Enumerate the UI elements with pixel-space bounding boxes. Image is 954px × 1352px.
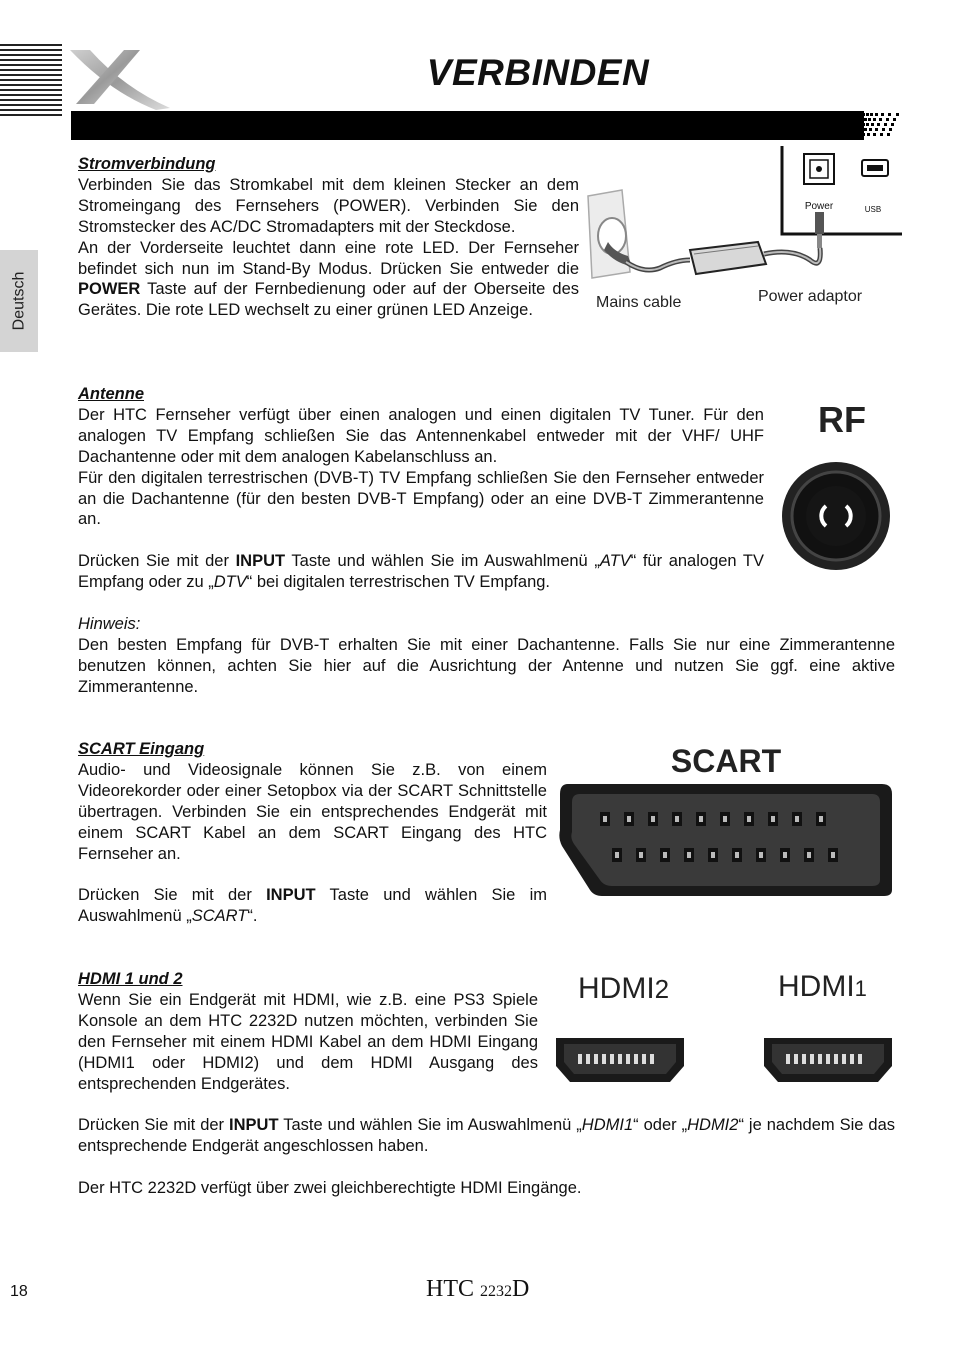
scart-label: SCART xyxy=(670,743,782,779)
power-adaptor-label: Power adaptor xyxy=(758,288,863,305)
section-power xyxy=(78,154,579,321)
section-antenna xyxy=(78,384,764,593)
note-label: Hinweis: xyxy=(78,615,141,633)
hdmi-paragraph-2: Drücken Sie mit der INPUT Taste und wählen Sie im Auswahlmenü „HDMI1“ oder „HDMI2“ je nachdem Sie das entsprechende Endgerät angeschlossen haben. xyxy=(78,1116,896,1155)
power-connection-figure xyxy=(586,146,904,314)
hdmi1-label: HDMI1 xyxy=(778,970,867,1003)
scart-paragraph-2: Drücken Sie mit der INPUT Taste und wählen Sie im Auswahlmenü „SCART“. xyxy=(78,886,548,926)
page-title: VERBINDEN xyxy=(426,52,650,93)
note-text: Den besten Empfang für DVB-T erhalten Sie mit einer Dachantenne. Falls Sie nur eine Zimmerantenne benutzen können, achten Sie hier auf die Ausrichtung der Antenne und nutzen Sie ggf. eine aktive Zimmerantenne. xyxy=(78,635,895,696)
language-tab-label: Deutsch xyxy=(10,271,28,331)
rf-connector-figure xyxy=(778,396,894,574)
hdmi-paragraph-3: Der HTC 2232D verfügt über zwei gleichberechtigte HDMI Eingänge. xyxy=(78,1178,582,1197)
section-title-hdmi: HDMI 1 und 2 xyxy=(78,970,183,988)
usb-port-label: USB xyxy=(864,205,882,214)
hdmi2-label: HDMI2 xyxy=(578,972,670,1005)
section-title-power: Stromverbindung xyxy=(78,155,216,173)
hdmi-ports-figure xyxy=(552,962,898,1090)
model-name: HTC 2232D xyxy=(426,1276,530,1302)
antenna-paragraph-1: Der HTC Fernseher verfügt über einen analogen und einen digitalen TV Tuner. Für den analogen TV Empfang schließen Sie das Antennenkabel entweder mit der VHF/ UHF Dachantenne oder mit dem analogen Kabelanschluss an. xyxy=(78,405,764,466)
power-port-label: Power xyxy=(804,201,834,212)
language-tab xyxy=(0,250,38,352)
section-title-antenna: Antenne xyxy=(78,385,144,403)
rf-label: RF xyxy=(818,399,866,440)
hdmi-instructions xyxy=(78,1115,895,1199)
section-title-scart: SCART Eingang xyxy=(78,740,205,758)
header-bar xyxy=(71,111,864,140)
scart-connector-figure xyxy=(556,740,896,900)
header-bar-pattern xyxy=(862,111,902,140)
section-scart xyxy=(78,739,547,927)
power-paragraph-1: Verbinden Sie das Stromkabel mit dem kleinen Stecker an dem Stromeingang des Fernsehers (POWER). Verbinden Sie den Stromstecker des AC/DC Stromadapters mit der Steckdose. xyxy=(78,175,579,236)
antenna-paragraph-3: Drücken Sie mit der INPUT Taste und wählen Sie im Auswahlmenü „ATV“ für analogen TV Empfang oder zu „DTV“ bei digitalen terrestrischen TV Empfang. xyxy=(78,552,764,592)
scart-paragraph-1: Audio- und Videosignale können Sie z.B. von einem Videorekorder oder einer Setopbox via der SCART Schnittstelle übertragen. Verbinden Sie ein entsprechendes Endgerät mit einem SCART Kabel an dem SCART Eingang des HTC Fernseher an. xyxy=(78,760,547,863)
mains-cable-label: Mains cable xyxy=(596,294,682,311)
power-paragraph-2: An der Vorderseite leuchtet dann eine rote LED. Der Fernseher befindet sich nun im Stand-By Modus. Drücken Sie entweder die POWER Taste auf der Fernbedienung oder auf der Oberseite des Gerätes. Die rote LED wechselt zu einer grünen LED Anzeige. xyxy=(78,238,579,320)
hdmi-paragraph-1: Wenn Sie ein Endgerät mit HDMI, wie z.B. eine PS3 Spiele Konsole an dem HTC 2232D nutzen möchten, verbinden Sie den Fernseher mit einem HDMI Kabel an dem HDMI Eingang (HDMI1 oder HDMI2) und dem HDMI Ausgang des entsprechenden Endgerätes. xyxy=(78,990,538,1093)
antenna-paragraph-2: Für den digitalen terrestrischen (DVB-T) TV Empfang schließen Sie den Fernseher entweder an die Dachantenne (für den besten DVB-T Empfang) oder an eine DVB-T Zimmerantenne an. xyxy=(78,468,764,529)
page-number: 18 xyxy=(10,1283,28,1300)
antenna-note xyxy=(78,614,895,698)
section-hdmi xyxy=(78,969,538,1094)
